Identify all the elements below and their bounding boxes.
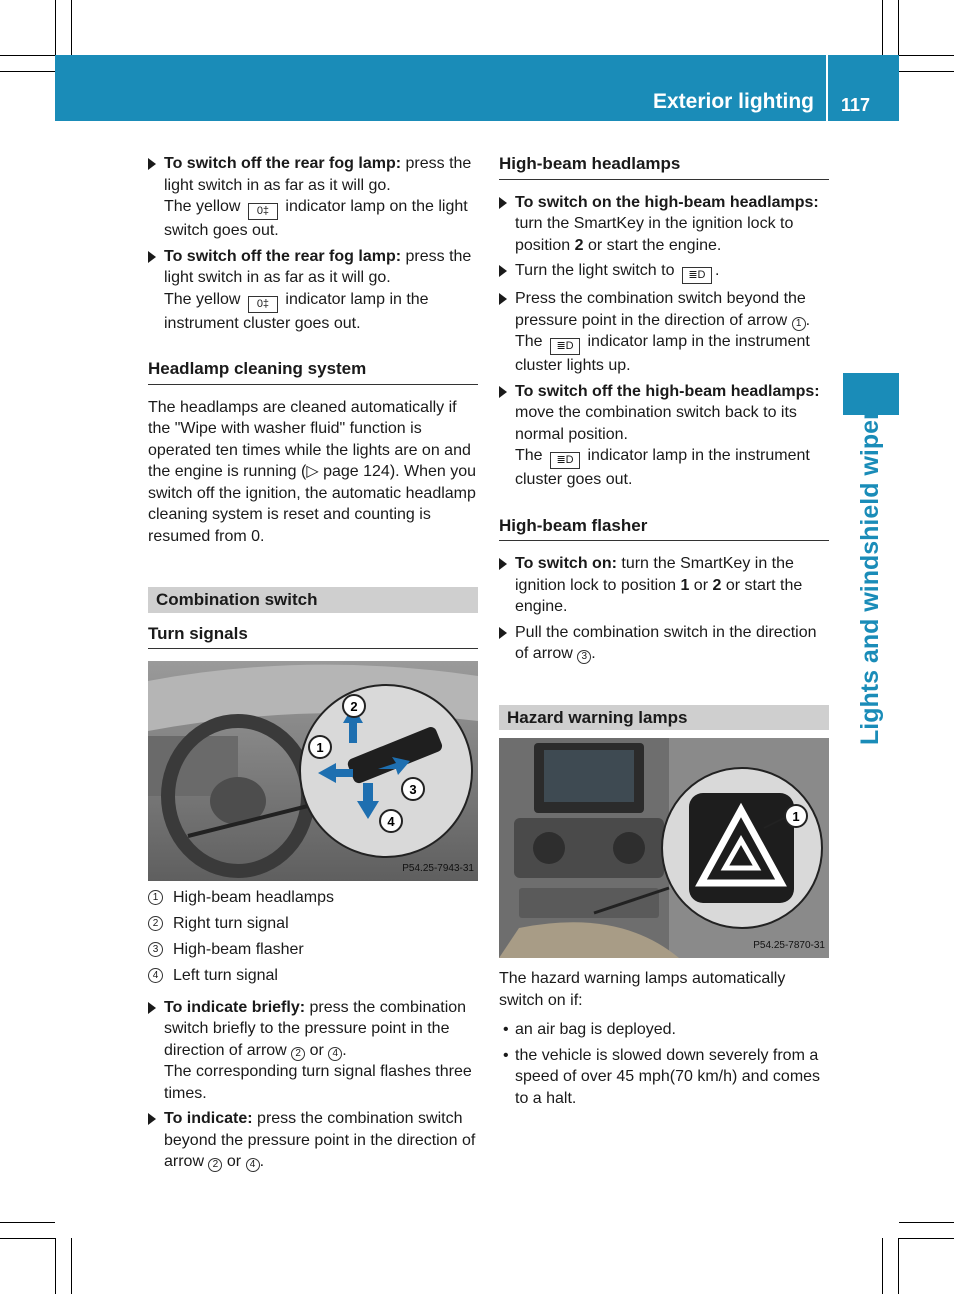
hazard-switch-figure bbox=[499, 738, 829, 958]
section-title: Exterior lighting bbox=[652, 90, 814, 113]
high-beam-icon: ≣D bbox=[550, 338, 580, 355]
instruction-step bbox=[499, 288, 829, 377]
step-bold: To indicate: bbox=[164, 1110, 253, 1127]
step-text: turn the SmartKey in the ignition lock to position bbox=[515, 555, 794, 594]
legend-item bbox=[148, 965, 478, 987]
section-heading: High-beam flasher bbox=[499, 515, 829, 542]
step-text: . bbox=[259, 1153, 265, 1170]
step-text: Turn the light switch to bbox=[515, 262, 675, 279]
instruction-step bbox=[148, 997, 478, 1105]
legend-item bbox=[148, 887, 478, 909]
step-text: press the combination switch beyond the pressure point in the direction of arrow bbox=[164, 1110, 476, 1170]
step-note: The bbox=[515, 447, 543, 464]
legend-item bbox=[148, 939, 478, 961]
legend-label: High-beam flasher bbox=[173, 941, 304, 958]
step-text: or start the engine. bbox=[583, 236, 722, 254]
step-arrow-icon bbox=[499, 197, 507, 209]
step-text: . bbox=[342, 1041, 347, 1059]
legend-number: 3 bbox=[148, 942, 163, 957]
instruction-step bbox=[148, 1108, 478, 1173]
figure-code: P54.25-7870-31 bbox=[753, 939, 825, 951]
step-text: or start the engine. bbox=[515, 576, 803, 615]
step-arrow-icon bbox=[499, 265, 507, 277]
list-item: • an air bag is deployed. bbox=[499, 1019, 829, 1041]
crop-mark bbox=[71, 1238, 72, 1294]
arrow-number: 1 bbox=[792, 317, 806, 331]
step-arrow-icon bbox=[499, 627, 507, 639]
step-arrow-icon bbox=[148, 1002, 156, 1014]
left-column bbox=[148, 153, 478, 1177]
instruction-step bbox=[148, 246, 478, 335]
chapter-label bbox=[856, 396, 896, 750]
step-text: turn the SmartKey in the ignition lock to position bbox=[515, 215, 794, 254]
legend-label: Left turn signal bbox=[173, 967, 278, 984]
section-heading: Turn signals bbox=[148, 623, 478, 650]
fog-lamp-icon: 0‡ bbox=[248, 296, 278, 313]
fog-lamp-icon: 0‡ bbox=[248, 203, 278, 220]
crop-mark bbox=[882, 1238, 883, 1294]
step-note: The yellow bbox=[164, 198, 241, 215]
position-value: 2 bbox=[574, 236, 584, 254]
step-note: indicator lamp in the instrument cluster goes out. bbox=[164, 290, 429, 332]
right-column bbox=[499, 153, 829, 1113]
arrow-number: 2 bbox=[208, 1158, 222, 1172]
step-arrow-icon bbox=[148, 158, 156, 170]
crop-mark bbox=[55, 1238, 56, 1294]
paragraph: The headlamps are cleaned automatically if the "Wipe with washer fluid" function is operated ten times while the lights are on and the engine is running (▷ page 124). When you switch off the ignition, the automatic headlamp cleaning system is reset and counting is resumed from 0. bbox=[148, 398, 477, 545]
high-beam-icon: ≣D bbox=[682, 267, 712, 284]
step-bold: To switch off the rear fog lamp: bbox=[164, 247, 402, 265]
high-beam-icon: ≣D bbox=[550, 452, 580, 469]
list-item: • the vehicle is slowed down severely from a speed of over 45 mph(70 km/h) and comes to a halt. bbox=[499, 1045, 829, 1110]
band-heading: Combination switch bbox=[148, 587, 478, 613]
svg-text:1: 1 bbox=[792, 809, 800, 824]
crop-mark bbox=[899, 1222, 954, 1223]
page-number: 117 bbox=[841, 95, 871, 115]
combination-switch-figure bbox=[148, 661, 478, 881]
step-text: . bbox=[591, 645, 596, 662]
crop-mark bbox=[55, 0, 56, 55]
instruction-step bbox=[499, 192, 829, 257]
section-heading: High-beam headlamps bbox=[499, 153, 829, 180]
hazard-switch-illustration bbox=[499, 738, 829, 958]
crop-mark bbox=[0, 55, 55, 56]
chapter-label-text: Lights and windshield wipers bbox=[856, 396, 884, 745]
step-text: or bbox=[689, 576, 713, 594]
step-arrow-icon bbox=[148, 1113, 156, 1125]
arrow-number: 2 bbox=[291, 1047, 305, 1061]
legend-number: 1 bbox=[148, 890, 163, 905]
combination-switch-illustration bbox=[148, 661, 478, 881]
step-bold: To switch off the high-beam headlamps: bbox=[515, 382, 820, 400]
band-heading: Hazard warning lamps bbox=[499, 705, 829, 731]
step-arrow-icon bbox=[148, 251, 156, 263]
svg-text:2: 2 bbox=[350, 699, 358, 714]
crop-mark bbox=[882, 0, 883, 55]
crop-mark bbox=[898, 0, 899, 55]
figure-legend bbox=[148, 887, 478, 987]
step-text: . bbox=[805, 311, 811, 329]
crop-mark bbox=[898, 1238, 899, 1294]
figure-code: P54.25-7943-31 bbox=[402, 862, 474, 874]
step-bold: To switch on: bbox=[515, 555, 617, 572]
legend-item bbox=[148, 913, 478, 935]
instruction-step bbox=[148, 153, 478, 242]
legend-label: Right turn signal bbox=[173, 915, 289, 932]
step-text: press the combination switch briefly to the pressure point in the direction of arrow bbox=[164, 998, 467, 1059]
crop-mark bbox=[0, 1238, 55, 1239]
step-text: press the light switch in as far as it will go. bbox=[164, 155, 472, 194]
crop-mark bbox=[0, 71, 55, 72]
step-arrow-icon bbox=[499, 386, 507, 398]
legend-label: High-beam headlamps bbox=[173, 889, 334, 906]
step-text: Pull the combination switch in the direction of arrow bbox=[515, 623, 817, 662]
step-bold: To indicate briefly: bbox=[164, 998, 306, 1016]
position-value: 2 bbox=[712, 576, 722, 594]
step-note: The yellow bbox=[164, 290, 241, 308]
step-note: The corresponding turn signal flashes three times. bbox=[164, 1063, 472, 1102]
step-arrow-icon bbox=[499, 558, 507, 570]
step-text: press the light switch in as far as it will go. bbox=[164, 247, 472, 286]
instruction-step bbox=[499, 260, 829, 284]
crop-mark bbox=[71, 0, 72, 55]
step-note: The bbox=[515, 333, 543, 350]
crop-mark bbox=[0, 1222, 55, 1223]
legend-number: 4 bbox=[148, 968, 163, 983]
header-divider bbox=[826, 55, 828, 121]
step-text: or bbox=[222, 1153, 246, 1170]
instruction-step bbox=[499, 553, 829, 618]
arrow-number: 3 bbox=[577, 650, 591, 664]
instruction-step bbox=[499, 381, 829, 491]
svg-text:1: 1 bbox=[316, 740, 324, 755]
step-text: Press the combination switch beyond the pressure point in the direction of arrow bbox=[515, 290, 806, 329]
step-note: indicator lamp in the instrument cluster goes out. bbox=[515, 447, 810, 488]
svg-text:3: 3 bbox=[409, 782, 417, 797]
step-text: move the combination switch back to its normal position. bbox=[515, 404, 797, 443]
crop-mark bbox=[899, 1238, 954, 1239]
crop-mark bbox=[899, 71, 954, 72]
legend-number: 2 bbox=[148, 916, 163, 931]
step-text: or bbox=[305, 1041, 329, 1059]
step-note: indicator lamp on the light switch goes out. bbox=[164, 198, 468, 239]
svg-text:4: 4 bbox=[387, 814, 395, 829]
paragraph: The hazard warning lamps automatically switch on if: bbox=[499, 970, 786, 1009]
arrow-number: 4 bbox=[246, 1158, 260, 1172]
section-heading: Headlamp cleaning system bbox=[148, 358, 478, 385]
step-text: . bbox=[714, 262, 720, 279]
step-bold: To switch on the high-beam headlamps: bbox=[515, 193, 819, 211]
step-arrow-icon bbox=[499, 293, 507, 305]
position-value: 1 bbox=[680, 576, 690, 594]
crop-mark bbox=[899, 55, 954, 56]
step-note: indicator lamp in the instrument cluster lights up. bbox=[515, 333, 810, 374]
instruction-step bbox=[499, 622, 829, 665]
arrow-number: 4 bbox=[328, 1047, 342, 1061]
step-bold: To switch off the rear fog lamp: bbox=[164, 155, 402, 172]
